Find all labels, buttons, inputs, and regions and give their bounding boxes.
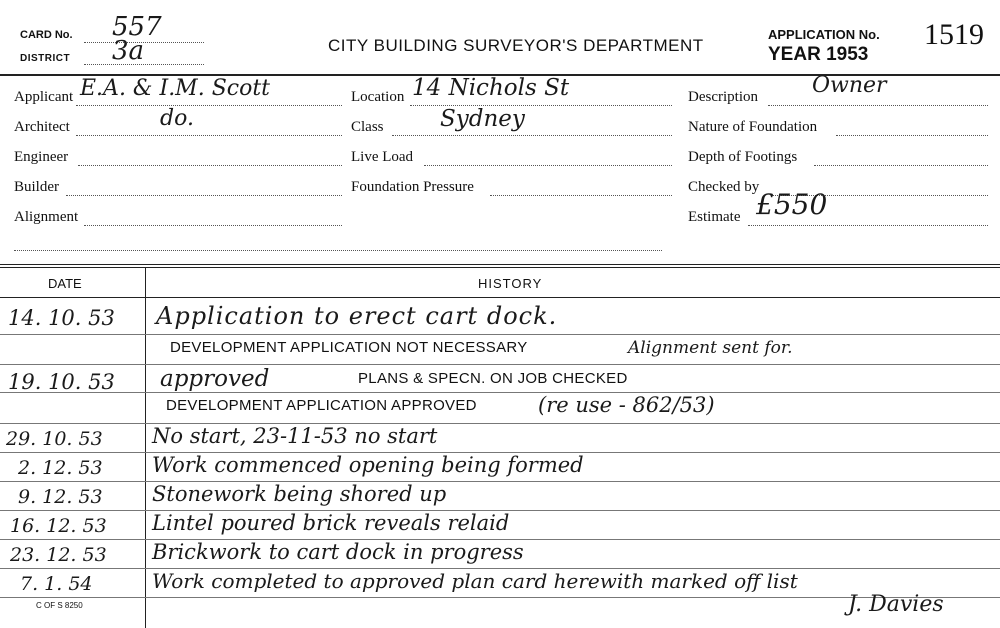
live-load-label: Live Load bbox=[351, 149, 414, 165]
blank-line bbox=[14, 250, 662, 251]
table-top-rule-2 bbox=[0, 267, 1000, 268]
history-text: Work completed to approved plan card herewith marked off list bbox=[152, 569, 798, 593]
architect-value: do. bbox=[160, 106, 194, 131]
engineer-line bbox=[78, 165, 342, 166]
description-line bbox=[768, 105, 988, 106]
date-header: DATE bbox=[48, 276, 82, 291]
history-date: 23. 12. 53 bbox=[10, 544, 107, 566]
history-date: 9. 12. 53 bbox=[18, 486, 103, 508]
history-text: Brickwork to cart dock in progress bbox=[152, 540, 524, 564]
history-date: 14. 10. 53 bbox=[8, 306, 115, 330]
history-date: 2. 12. 53 bbox=[18, 457, 103, 479]
history-text: No start, 23-11-53 no start bbox=[152, 424, 438, 448]
estimate-value: £550 bbox=[756, 188, 828, 221]
builder-line bbox=[66, 195, 342, 196]
history-text: Work commenced opening being formed bbox=[152, 453, 584, 477]
live-load-line bbox=[424, 165, 672, 166]
nature-label: Nature of Foundation bbox=[688, 119, 818, 135]
history-date: 16. 12. 53 bbox=[10, 515, 107, 537]
history-text: Lintel poured brick reveals relaid bbox=[152, 511, 510, 535]
card-no-value: 557 bbox=[112, 12, 162, 42]
application-no-label: APPLICATION No. bbox=[768, 27, 880, 42]
signature: J. Davies bbox=[848, 592, 944, 617]
table-top-rule-1 bbox=[0, 264, 1000, 265]
applicant-value: E.A. & I.M. Scott bbox=[80, 76, 271, 101]
row-rule bbox=[0, 364, 1000, 365]
foundation-pressure-line bbox=[490, 195, 672, 196]
stamp-note: (re use - 862/53) bbox=[538, 393, 715, 417]
application-no-value: 1519 bbox=[924, 18, 984, 51]
district-value: 3a bbox=[112, 36, 145, 66]
description-label: Description bbox=[688, 89, 758, 105]
stamp-not-necessary: DEVELOPMENT APPLICATION NOT NECESSARY bbox=[170, 339, 528, 356]
card-no-label: CARD No. bbox=[20, 29, 73, 41]
estimate-line bbox=[748, 225, 988, 226]
history-header: HISTORY bbox=[478, 276, 543, 291]
row-rule bbox=[0, 334, 1000, 335]
applicant-line bbox=[76, 105, 342, 106]
nature-line bbox=[836, 135, 988, 136]
stamp-approved: DEVELOPMENT APPLICATION APPROVED bbox=[166, 397, 477, 414]
row-rule bbox=[0, 481, 1000, 482]
department-title: CITY BUILDING SURVEYOR'S DEPARTMENT bbox=[328, 36, 704, 55]
table-header-rule bbox=[0, 297, 1000, 298]
class-value: Sydney bbox=[440, 106, 525, 132]
depth-label: Depth of Footings bbox=[688, 149, 798, 165]
depth-line bbox=[814, 165, 988, 166]
engineer-label: Engineer bbox=[14, 149, 69, 165]
location-label: Location bbox=[351, 89, 405, 105]
history-text: approved bbox=[160, 366, 270, 392]
alignment-label: Alignment bbox=[14, 209, 79, 225]
year-label: YEAR 1953 bbox=[768, 44, 869, 65]
class-label: Class bbox=[351, 119, 384, 135]
checked-label: Checked by bbox=[688, 179, 760, 195]
form-code: C OF S 8250 bbox=[36, 601, 83, 610]
description-value: Owner bbox=[812, 73, 887, 98]
foundation-pressure-label: Foundation Pressure bbox=[351, 179, 474, 195]
date-column-divider bbox=[145, 267, 146, 628]
stamp-plans-checked: PLANS & SPECN. ON JOB CHECKED bbox=[358, 370, 628, 387]
estimate-label: Estimate bbox=[688, 209, 741, 225]
applicant-label: Applicant bbox=[14, 89, 74, 105]
builder-label: Builder bbox=[14, 179, 59, 195]
history-text: Application to erect cart dock. bbox=[156, 302, 558, 330]
history-text: Stonework being shored up bbox=[152, 482, 447, 506]
history-date: 7. 1. 54 bbox=[20, 573, 93, 595]
location-value: 14 Nichols St bbox=[412, 75, 570, 101]
alignment-line bbox=[84, 225, 342, 226]
architect-label: Architect bbox=[14, 119, 70, 135]
history-date: 19. 10. 53 bbox=[8, 370, 115, 394]
class-line bbox=[392, 135, 672, 136]
stamp-note: Alignment sent for. bbox=[628, 338, 793, 358]
district-label: DISTRICT bbox=[20, 53, 71, 64]
row-rule bbox=[0, 392, 1000, 393]
history-date: 29. 10. 53 bbox=[6, 428, 103, 450]
row-rule bbox=[0, 423, 1000, 424]
architect-line bbox=[76, 135, 342, 136]
